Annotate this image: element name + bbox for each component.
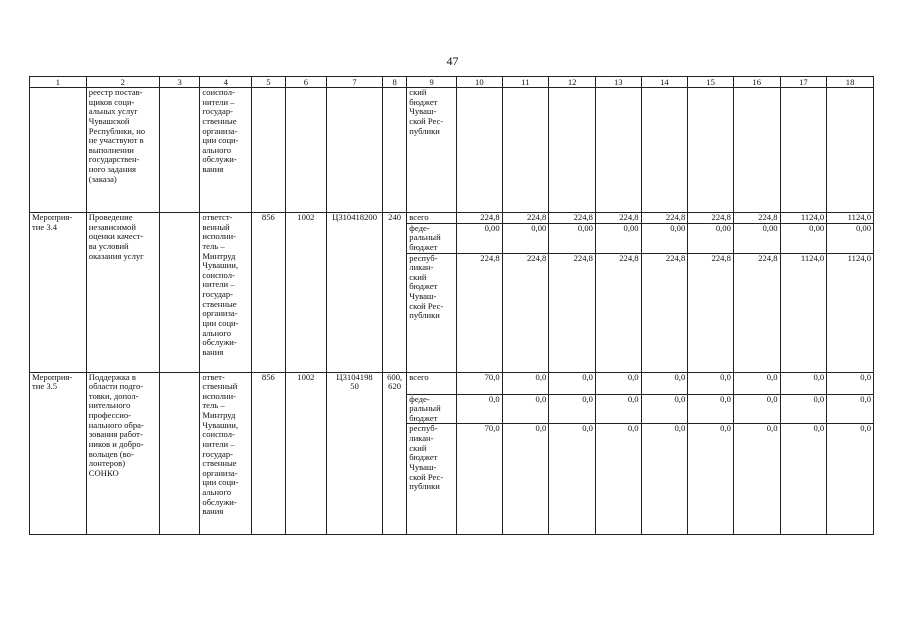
value-cell: 0,0 bbox=[549, 372, 596, 394]
value-cell: 224,8 bbox=[733, 253, 780, 372]
cell bbox=[252, 88, 285, 213]
value-cell: 224,8 bbox=[595, 253, 641, 372]
column-number: 13 bbox=[595, 77, 641, 88]
value-cell: 0,0 bbox=[549, 394, 596, 424]
expense-type-code: 240 bbox=[382, 213, 406, 373]
cell bbox=[780, 88, 827, 213]
cell bbox=[595, 88, 641, 213]
value-cell: 0,0 bbox=[688, 372, 734, 394]
column-number: 3 bbox=[159, 77, 200, 88]
grbs-code: 856 bbox=[252, 372, 285, 535]
activity-description: Проведение независимой оценки качест- ва условий оказания услуг bbox=[86, 213, 159, 373]
cell bbox=[159, 372, 200, 535]
value-cell: 224,8 bbox=[688, 213, 734, 224]
value-cell: 0,00 bbox=[733, 223, 780, 253]
column-number: 10 bbox=[457, 77, 503, 88]
page-number: 47 bbox=[446, 54, 459, 68]
column-number: 14 bbox=[641, 77, 688, 88]
column-number: 12 bbox=[549, 77, 596, 88]
column-number: 4 bbox=[200, 77, 252, 88]
column-number: 6 bbox=[285, 77, 327, 88]
cell bbox=[688, 88, 734, 213]
value-cell: 1124,0 bbox=[827, 213, 874, 224]
value-cell: 224,8 bbox=[688, 253, 734, 372]
value-cell: 0,0 bbox=[780, 372, 827, 394]
funding-source: феде- ральный бюджет bbox=[407, 223, 457, 253]
value-cell: 0,00 bbox=[827, 223, 874, 253]
value-cell: 224,8 bbox=[641, 213, 688, 224]
target-article-code: Ц310418200 bbox=[327, 213, 383, 373]
value-cell: 224,8 bbox=[502, 253, 549, 372]
executors: соиспол- нители – государ- ственные организа- ции соци- ального обслужи- вания bbox=[200, 88, 252, 213]
value-cell: 0,0 bbox=[688, 394, 734, 424]
value-cell: 0,00 bbox=[641, 223, 688, 253]
column-number: 1 bbox=[30, 77, 87, 88]
value-cell: 0,0 bbox=[688, 424, 734, 535]
value-cell: 0,0 bbox=[780, 424, 827, 535]
cell bbox=[30, 88, 87, 213]
activity-name: Мероприя- тие 3.4 bbox=[30, 213, 87, 373]
value-cell: 0,00 bbox=[549, 223, 596, 253]
cell bbox=[382, 88, 406, 213]
value-cell: 0,0 bbox=[502, 394, 549, 424]
value-cell: 0,0 bbox=[827, 372, 874, 394]
value-cell: 0,0 bbox=[827, 424, 874, 535]
table-row bbox=[30, 213, 874, 224]
funding-source: респуб- ликан- ский бюджет Чуваш- ской Рес- публики bbox=[407, 424, 457, 535]
activity-description: реестр постав- щиков соци- альных услуг Чувашской Республики, но не участвуют в выполнении государствен- ного задания (заказа) bbox=[86, 88, 159, 213]
rzpr-code: 1002 bbox=[285, 372, 327, 535]
executors: ответ- ственный исполни- тель – Минтруд Чувашии, соиспол- нители – государ- ственные организа- ции соци- ального обслужи- вания bbox=[200, 372, 252, 535]
cell bbox=[733, 88, 780, 213]
table-row bbox=[30, 372, 874, 394]
value-cell: 224,8 bbox=[549, 253, 596, 372]
value-cell: 70,0 bbox=[457, 372, 503, 394]
funding-source: ский бюджет Чуваш- ской Рес- публики bbox=[407, 88, 457, 213]
value-cell: 0,00 bbox=[780, 223, 827, 253]
column-number: 8 bbox=[382, 77, 406, 88]
value-cell: 0,0 bbox=[502, 372, 549, 394]
value-cell: 0,0 bbox=[733, 372, 780, 394]
column-number: 17 bbox=[780, 77, 827, 88]
column-number: 11 bbox=[502, 77, 549, 88]
cell bbox=[549, 88, 596, 213]
value-cell: 1124,0 bbox=[780, 253, 827, 372]
value-cell: 1124,0 bbox=[780, 213, 827, 224]
value-cell: 0,0 bbox=[733, 424, 780, 535]
column-number: 7 bbox=[327, 77, 383, 88]
value-cell: 224,8 bbox=[502, 213, 549, 224]
value-cell: 0,0 bbox=[641, 372, 688, 394]
cell bbox=[457, 88, 503, 213]
value-cell: 224,8 bbox=[595, 213, 641, 224]
value-cell: 224,8 bbox=[549, 213, 596, 224]
activity-description: Поддержка в области подго- товки, допол- нительного профессио- нального обра- зования работ- ников и добро- вольцев (во- лонтеров) СОНКО bbox=[86, 372, 159, 535]
funding-source: респуб- ликан- ский бюджет Чуваш- ской Рес- публики bbox=[407, 253, 457, 372]
value-cell: 224,8 bbox=[733, 213, 780, 224]
value-cell: 0,0 bbox=[595, 372, 641, 394]
column-number-row bbox=[30, 77, 874, 88]
expense-type-code: 600, 620 bbox=[382, 372, 406, 535]
funding-source: всего bbox=[407, 372, 457, 394]
value-cell: 224,8 bbox=[457, 253, 503, 372]
value-cell: 0,0 bbox=[780, 394, 827, 424]
column-number: 15 bbox=[688, 77, 734, 88]
column-number: 18 bbox=[827, 77, 874, 88]
activity-name: Мероприя- тие 3.5 bbox=[30, 372, 87, 535]
value-cell: 0,0 bbox=[549, 424, 596, 535]
column-number: 16 bbox=[733, 77, 780, 88]
column-number: 2 bbox=[86, 77, 159, 88]
column-number: 9 bbox=[407, 77, 457, 88]
cell bbox=[285, 88, 327, 213]
rzpr-code: 1002 bbox=[285, 213, 327, 373]
grbs-code: 856 bbox=[252, 213, 285, 373]
value-cell: 0,0 bbox=[733, 394, 780, 424]
cell bbox=[827, 88, 874, 213]
continuation-row bbox=[30, 88, 874, 213]
cell bbox=[159, 213, 200, 373]
funding-source: феде- ральный бюджет bbox=[407, 394, 457, 424]
value-cell: 0,0 bbox=[502, 424, 549, 535]
cell bbox=[327, 88, 383, 213]
value-cell: 0,00 bbox=[502, 223, 549, 253]
value-cell: 0,0 bbox=[641, 394, 688, 424]
value-cell: 224,8 bbox=[641, 253, 688, 372]
program-table bbox=[29, 76, 874, 535]
cell bbox=[641, 88, 688, 213]
value-cell: 70,0 bbox=[457, 424, 503, 535]
value-cell: 0,0 bbox=[595, 424, 641, 535]
column-number: 5 bbox=[252, 77, 285, 88]
funding-source: всего bbox=[407, 213, 457, 224]
value-cell: 1124,0 bbox=[827, 253, 874, 372]
value-cell: 0,0 bbox=[595, 394, 641, 424]
value-cell: 0,00 bbox=[457, 223, 503, 253]
value-cell: 224,8 bbox=[457, 213, 503, 224]
executors: ответст- венный исполни- тель – Минтруд Чувашии, соиспол- нители – государ- ственные организа- ции соци- ального обслужи- вания bbox=[200, 213, 252, 373]
target-article-code: Ц3104198 50 bbox=[327, 372, 383, 535]
cell bbox=[502, 88, 549, 213]
value-cell: 0,0 bbox=[457, 394, 503, 424]
value-cell: 0,0 bbox=[827, 394, 874, 424]
value-cell: 0,00 bbox=[688, 223, 734, 253]
value-cell: 0,0 bbox=[641, 424, 688, 535]
value-cell: 0,00 bbox=[595, 223, 641, 253]
cell bbox=[159, 88, 200, 213]
